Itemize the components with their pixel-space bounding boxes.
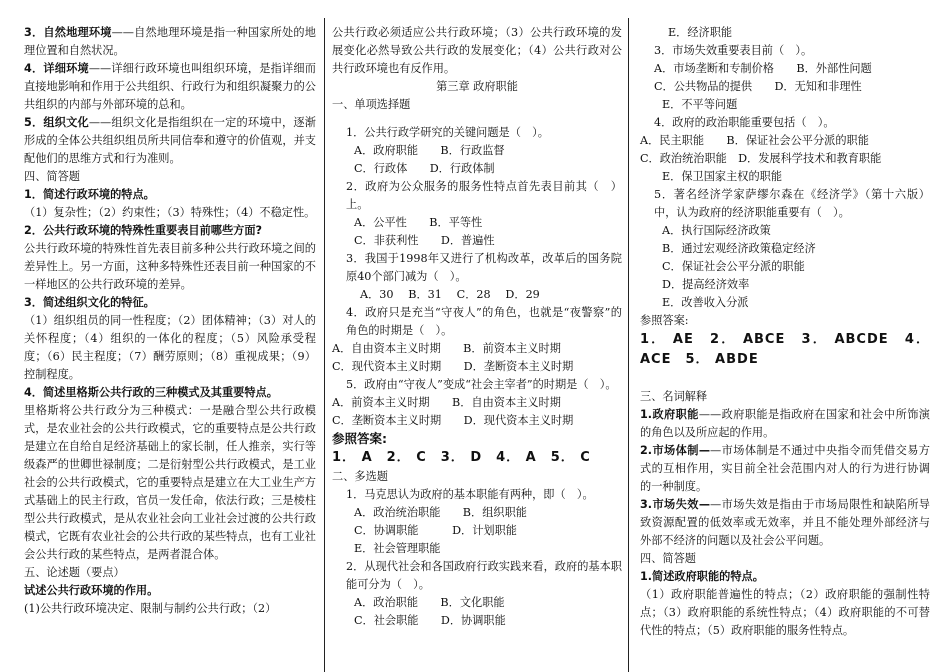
- question: 3．市场失效重要表目前（ ）。: [654, 44, 813, 57]
- options-row: A．30 B．31 C．28 D．29: [360, 288, 540, 301]
- question: 1．公共行政学研究的关键问题是（ ）。: [346, 126, 549, 139]
- options-row: A．市场垄断和专制价格 B．外部性问题: [654, 62, 872, 75]
- options-row: C．垄断资本主义时期 D．现代资本主义时期: [332, 414, 574, 427]
- answer: （1）复杂性；（2）约束性；（3）特殊性；（4）不稳定性。: [24, 206, 316, 219]
- question: 1．马克思认为政府的基本职能有两种，即（ ）。: [346, 488, 594, 501]
- question: 1．简述行政环境的特点。: [24, 188, 155, 201]
- term-definition: 1.政府职能——政府职能是指政府在国家和社会中所饰演的角色以及所应起的作用。: [640, 408, 930, 439]
- answers-line: 1． AE 2． ABCE 3． ABCDE 4． ACE 5． ABDE: [640, 332, 930, 367]
- term-definition: 2.市场体制——市场体制是不通过中央指令而凭借交易方式的互相作用，实目前全社会范围内对人的行为进行协调的一种制度。: [640, 444, 930, 493]
- option: E．不平等问题: [662, 98, 738, 111]
- option: C．保证社会公平分派的职能: [662, 260, 805, 273]
- answers-line: 1． A 2． C 3． D 4． A 5． C: [332, 450, 591, 465]
- options-row: C．行政体 D．行政体制: [354, 162, 495, 175]
- options-row: E．社会管理职能: [354, 542, 441, 555]
- options-row: A．政治统治职能 B．组织职能: [354, 506, 527, 519]
- question: 3．简述组织文化的特征。: [24, 296, 155, 309]
- question: 2．从现代社会和各国政府行政实践来看，政府的基本职能可分为（ ）。: [346, 560, 622, 591]
- option: A．执行国际经济政策: [662, 224, 771, 237]
- question: 5．政府由“守夜人”变成“社会主宰者”的时期是（ ）。: [346, 378, 617, 391]
- question: 1.简述政府职能的特点。: [640, 570, 764, 583]
- options-row: C．政治统治职能 D．发展科学技术和教育职能: [640, 152, 882, 165]
- section-heading: 四、简答题: [24, 170, 80, 183]
- section-heading: 三、名词解释: [640, 390, 708, 403]
- option: B．通过宏观经济政策稳定经济: [662, 242, 816, 255]
- options-row: A．政府职能 B．行政监督: [354, 144, 505, 157]
- options-row: C．社会职能 D．协调职能: [354, 614, 506, 627]
- option: E．改善收入分派: [662, 296, 749, 309]
- question: 2．公共行政环境的特殊性重要表目前哪些方面?: [24, 224, 263, 237]
- term-definition: 5．组织文化——组织文化是指组织在一定的环境中，逐渐形成的全体公共组织组员所共同信奉和遵守的价值观，并支配他们的思维方式和行为准则。: [24, 116, 316, 165]
- answer: （1）组织组员的同一性程度；（2）团体精神；（3）对人的关怀程度；（4）组织的一体化的程度；（5）风险承受程度；（6）民主程度；（7）酬劳原则；（8）重视成果；（9）控制程度。: [24, 314, 316, 381]
- question: 4．政府的政治职能重要包括（ ）。: [654, 116, 835, 129]
- question: 5．著名经济学家萨缪尔森在《经济学》（第十六版）中，认为政府的经济职能重要有（ ）。: [654, 188, 930, 219]
- section-heading: 四、简答题: [640, 552, 696, 565]
- options-row: C．非获利性 D．普遍性: [354, 234, 495, 247]
- options-row: A．政治职能 B．文化职能: [354, 596, 505, 609]
- column-2: [332, 24, 622, 630]
- answer: 里格斯将公共行政分为三种模式：一是融合型公共行政模式，是农业社会的公共行政模式，它的重要特点是公共行政是建立在自给自足经济基础上的家长制，任人推亲，实行等级森严的世卿世禄制度；二是衍射型公共行政模式，是工业社会的公共行政模式，它的重要特点是建立在大工业生产方式基础上的民主行政，官员一发任命，依法行政；三是棱柱型公共行政模式，是从农业社会向工业社会过渡的公共行政模式，它既有农业社会的公共行政的某些特点，也有工业社会公共行政的某些特点，是两者混合体。: [24, 404, 316, 561]
- spacer: [332, 114, 622, 124]
- options-row: A．前资本主义时期 B．自由资本主义时期: [332, 396, 561, 409]
- answer-continued: 公共行政必须适应公共行政环境；（3）公共行政环境的发展变化必然导致公共行政的发展变化；（4）公共行政对公共行政环境也有反作用。: [332, 26, 622, 75]
- answer: （1）政府职能普遍性的特点；（2）政府职能的强制性特点；（3）政府职能的系统性特点；（4）政府职能的不可替代性的特点；（5）政府职能的服务性特点。: [640, 588, 930, 637]
- options-row: C．现代资本主义时期 D．垄断资本主义时期: [332, 360, 574, 373]
- question: 2．政府为公众服务的服务性特点首先表目前其（ ）上。: [346, 180, 622, 211]
- column-1: [24, 24, 316, 618]
- chapter-title: 第三章 政府职能: [436, 80, 518, 93]
- question: 试述公共行政环境的作用。: [24, 584, 159, 597]
- options-row: A．自由资本主义时期 B．前资本主义时期: [332, 342, 561, 355]
- option: D．提高经济效率: [662, 278, 750, 291]
- section-heading: 二、多选题: [332, 470, 388, 483]
- question: 3．我国于1998年又进行了机构改革，改革后的国务院原40个部门减为（ ）。: [346, 252, 622, 283]
- answer: 公共行政环境的特殊性首先表目前多种公共行政环境之间的差异性上。另一方面，这种多特殊性还表目前一种国家的不一样地区的公共行政环境的差异。: [24, 242, 316, 291]
- spacer: [640, 370, 930, 388]
- term-definition: 3．自然地理环境——自然地理环境是指一种国家所处的地理位置和自然状况。: [24, 26, 316, 57]
- options-row: A．民主职能 B．保证社会公平分派的职能: [640, 134, 869, 147]
- answer: (1)公共行政环境决定、限制与制约公共行政；（2）: [24, 602, 277, 615]
- question: 4．政府只是充当“守夜人”的角色，也就是“夜警察”的角色的时期是（ ）。: [346, 306, 622, 337]
- section-heading: 五、论述题（要点）: [24, 566, 125, 579]
- option: E．保卫国家主权的职能: [662, 170, 783, 183]
- answers-heading: 参照答案:: [640, 314, 689, 327]
- options-row: C．协调职能 D．计划职能: [354, 524, 517, 537]
- options-row: A．公平性 B．平等性: [354, 216, 483, 229]
- term-definition: 3.市场失效——市场失效是指由于市场局限性和缺陷所导致资源配置的低效率或无效率，并且不能处理外部经济与外部不经济的问题以及社会公平问题。: [640, 498, 930, 547]
- question: 4．简述里格斯公共行政的三种模式及其重要特点。: [24, 386, 278, 399]
- options-row: C．公共物品的提供 D．无知和非理性: [654, 80, 862, 93]
- column-divider: [628, 18, 629, 672]
- column-divider: [324, 18, 325, 672]
- term-definition: 4．详细环境——详细行政环境也叫组织环境，是指详细而直接地影响和作用于公共组织、行政行为和组织凝聚力的公共组织的内部与外部环境的总和。: [24, 62, 316, 111]
- section-heading: 一、单项选择题: [332, 98, 411, 111]
- answers-heading: 参照答案:: [332, 431, 387, 446]
- option: E．经济职能: [668, 26, 733, 39]
- column-3: [640, 24, 930, 640]
